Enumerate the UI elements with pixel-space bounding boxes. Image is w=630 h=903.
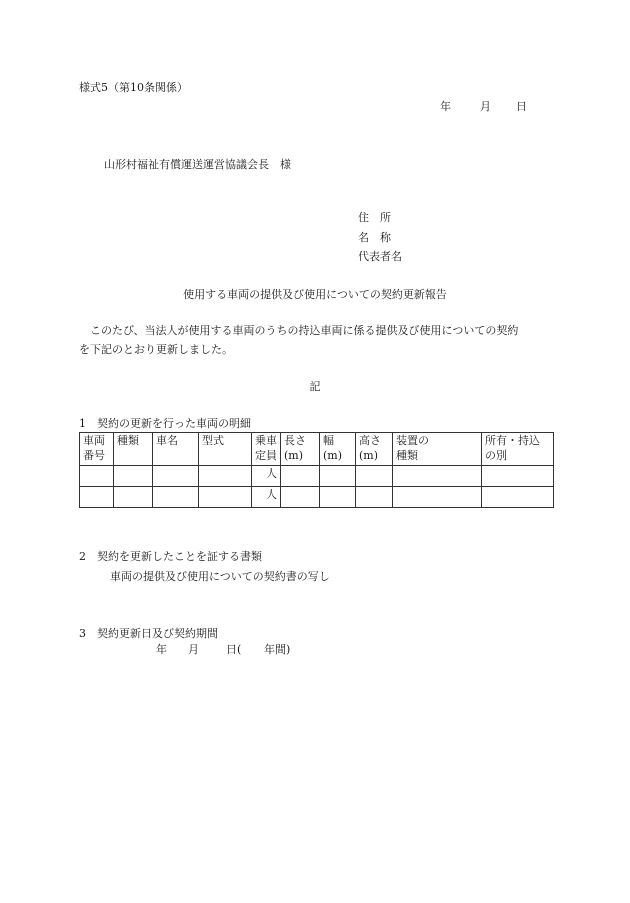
- date-year-label: 年: [440, 100, 451, 113]
- section-1-heading: 1 契約の更新を行った車両の明細: [79, 417, 251, 430]
- table-cell[interactable]: [356, 466, 393, 487]
- col-width: 幅 (m): [320, 433, 356, 466]
- body-line-1: このたび、当法人が使用する車両のうちの持込車両に係る提供及び使用についての契約: [79, 324, 519, 337]
- table-cell[interactable]: [393, 466, 482, 487]
- table-cell[interactable]: [320, 466, 356, 487]
- contract-day-label: 日(: [226, 643, 242, 656]
- contract-years-label: 年間): [264, 643, 291, 656]
- table-cell[interactable]: [281, 487, 320, 508]
- contract-date-line: [156, 643, 290, 658]
- table-cell[interactable]: [320, 487, 356, 508]
- contract-month-label: 月: [188, 643, 199, 656]
- col-type: 種類: [114, 433, 153, 466]
- date-month-label: 月: [480, 100, 491, 113]
- table-cell[interactable]: [281, 466, 320, 487]
- contract-year-label: 年: [156, 643, 167, 656]
- section-2-heading: 2 契約を更新したことを証する書類: [79, 550, 262, 563]
- table-cell[interactable]: [199, 466, 252, 487]
- table-cell[interactable]: [80, 487, 114, 508]
- document-title: 使用する車両の提供及び使用についての契約更新報告: [183, 288, 447, 301]
- sender-name-label: 名 称: [358, 231, 391, 244]
- table-cell[interactable]: [153, 466, 199, 487]
- table-cell[interactable]: [482, 487, 554, 508]
- col-vehicle-number: 車両 番号: [80, 433, 114, 466]
- addressee: 山形村福祉有償運送運営協議会長 様: [104, 158, 291, 171]
- col-ownership: 所有・持込 の別: [482, 433, 554, 466]
- col-length: 長さ (m): [281, 433, 320, 466]
- table-cell[interactable]: [482, 466, 554, 487]
- capacity-unit[interactable]: 人: [252, 466, 281, 487]
- table-row: [80, 466, 554, 487]
- table-header-row: [80, 433, 554, 466]
- table-cell[interactable]: [153, 487, 199, 508]
- date-line: [440, 100, 527, 115]
- table-cell[interactable]: [356, 487, 393, 508]
- col-height: 高さ (m): [356, 433, 393, 466]
- table-cell[interactable]: [199, 487, 252, 508]
- col-vehicle-name: 車名: [153, 433, 199, 466]
- vehicle-table: [79, 432, 554, 508]
- table-cell[interactable]: [80, 466, 114, 487]
- col-model: 型式: [199, 433, 252, 466]
- table-cell[interactable]: [393, 487, 482, 508]
- col-equipment-type: 装置の 種類: [393, 433, 482, 466]
- body-text: [79, 322, 561, 359]
- capacity-unit[interactable]: 人: [252, 487, 281, 508]
- sender-address-label: 住 所: [358, 211, 391, 224]
- table-cell[interactable]: [114, 466, 153, 487]
- section-2-item: 車両の提供及び使用についての契約書の写し: [110, 570, 330, 583]
- col-capacity: 乗車 定員: [252, 433, 281, 466]
- ki-heading: 記: [309, 380, 321, 393]
- sender-representative-label: 代表者名: [358, 250, 402, 263]
- section-3-heading: 3 契約更新日及び契約期間: [79, 627, 218, 640]
- form-number: 様式5（第10条関係）: [79, 81, 188, 94]
- table-row: [80, 487, 554, 508]
- date-day-label: 日: [516, 100, 527, 113]
- body-line-2: を下記のとおり更新しました。: [79, 342, 233, 356]
- table-cell[interactable]: [114, 487, 153, 508]
